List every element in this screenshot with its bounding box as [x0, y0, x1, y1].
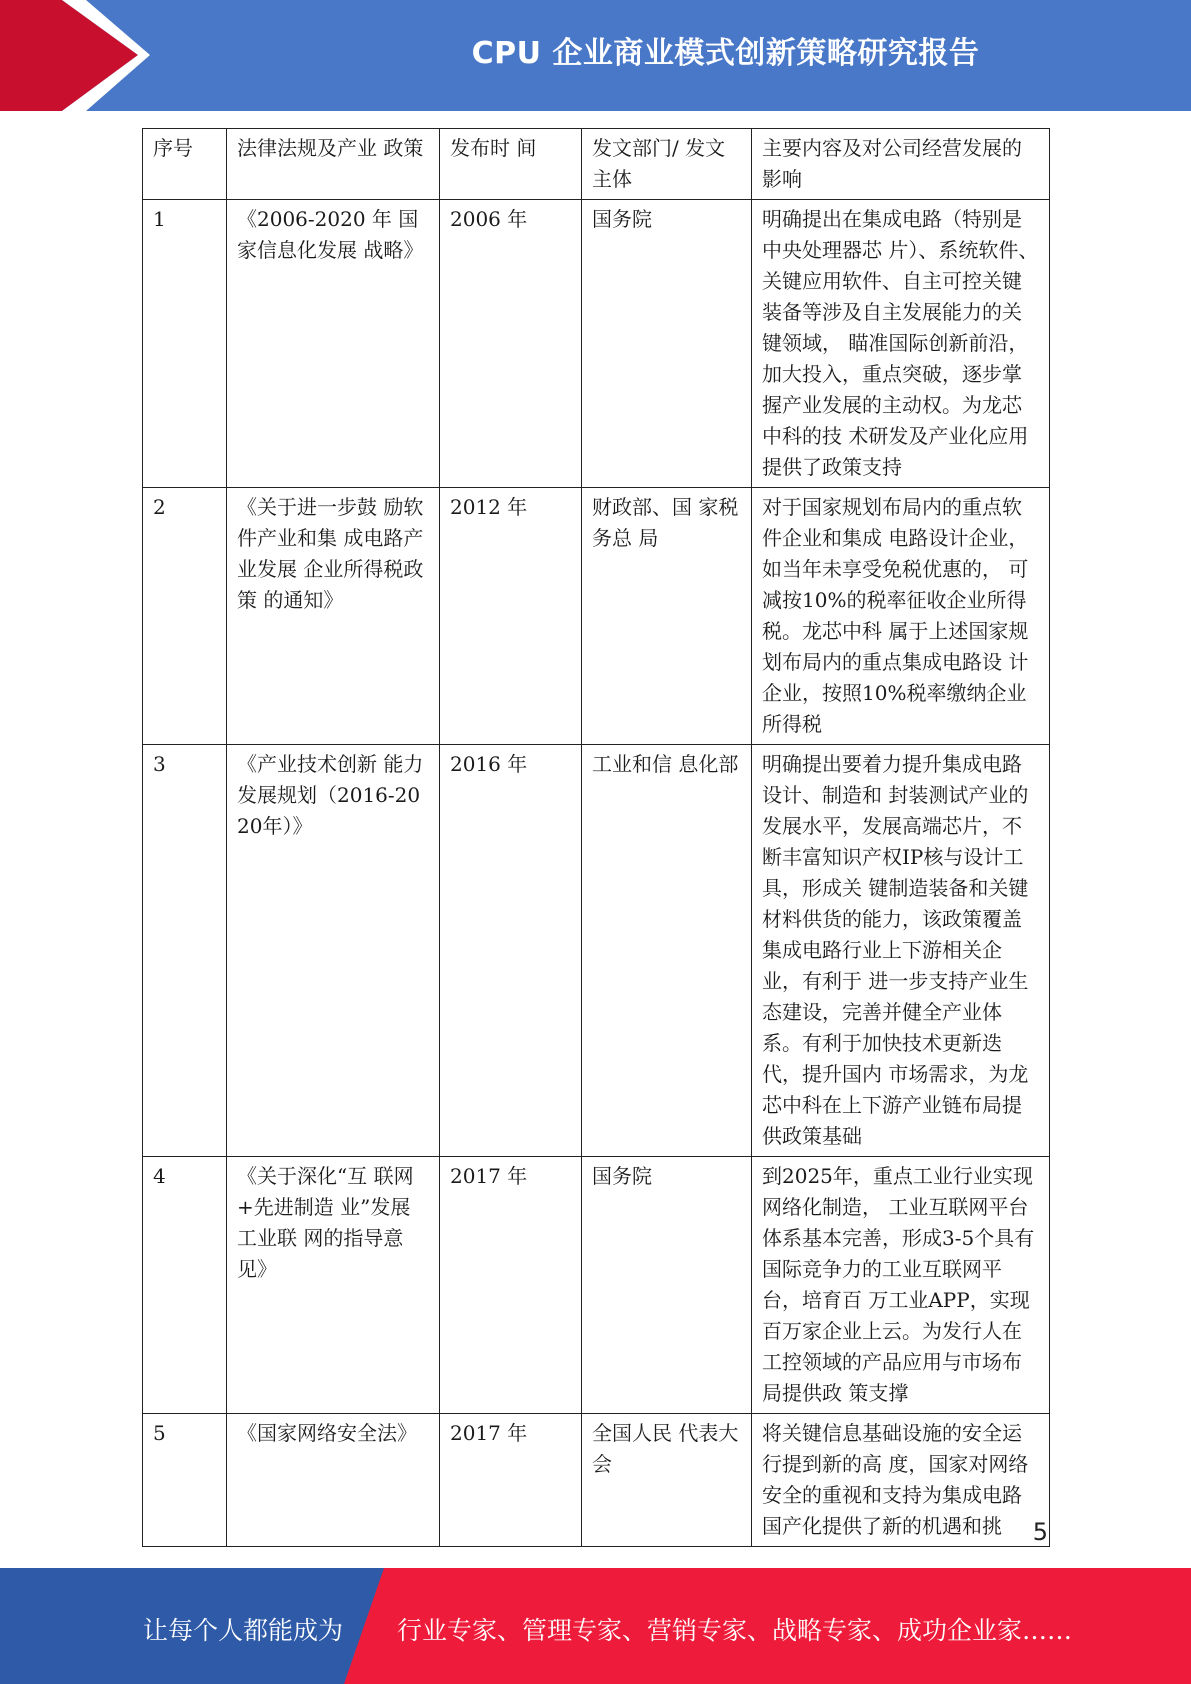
row-policy: 《关于进一步鼓 励软件产业和集 成电路产业发展 企业所得税政策 的通知》 [227, 488, 440, 745]
row-policy: 《产业技术创新 能力发展规划（2016-2020年）》 [227, 745, 440, 1157]
row-date: 2006 年 [440, 200, 582, 488]
row-policy: 《国家网络安全法》 [227, 1414, 440, 1547]
row-issuer: 工业和信 息化部 [582, 745, 752, 1157]
table-row [143, 200, 1050, 488]
row-content: 到2025年，重点工业行业实现网络化制造， 工业互联网平台体系基本完善，形成3-5个具有国际竞争力的工业互联网平台，培育百 万工业APP，实现百万家企业上云。为发行人在工控领域的产品应用与市场布局提供政 策支撑 [752, 1157, 1050, 1414]
row-no: 3 [143, 745, 227, 1157]
row-issuer: 国务院 [582, 200, 752, 488]
table-row [143, 488, 1050, 745]
row-date: 2017 年 [440, 1414, 582, 1547]
table-header-row [143, 129, 1050, 200]
row-no: 1 [143, 200, 227, 488]
policy-table-container [142, 128, 1049, 1547]
column-header-no: 序号 [143, 129, 227, 200]
footer-slogan-right: 行业专家、管理专家、营销专家、战略专家、成功企业家…… [397, 1616, 1073, 1645]
row-no: 2 [143, 488, 227, 745]
column-header-policy: 法律法规及产业 政策 [227, 129, 440, 200]
page-number: 5 [1032, 1518, 1048, 1546]
row-date: 2016 年 [440, 745, 582, 1157]
row-no: 4 [143, 1157, 227, 1414]
row-content: 将关键信息基础设施的安全运行提到新的高 度，国家对网络安全的重视和支持为集成电路国产化提供了新的机遇和挑 [752, 1414, 1050, 1547]
table-row [143, 745, 1050, 1157]
report-title: CPU 企业商业模式创新策略研究报告 [471, 36, 980, 71]
column-header-date: 发布时 间 [440, 129, 582, 200]
table-row [143, 1414, 1050, 1547]
row-policy: 《2006-2020 年 国家信息化发展 战略》 [227, 200, 440, 488]
row-issuer: 全国人民 代表大会 [582, 1414, 752, 1547]
policy-table [142, 128, 1050, 1547]
page-footer [0, 1568, 1191, 1684]
row-content: 对于国家规划布局内的重点软件企业和集成 电路设计企业，如当年未享受免税优惠的， 可减按10%的税率征收企业所得税。龙芯中科 属于上述国家规划布局内的重点集成电路设 计企业，按照10%税率缴纳企业所得税 [752, 488, 1050, 745]
row-issuer: 国务院 [582, 1157, 752, 1414]
footer-slogan-left: 让每个人都能成为 [143, 1616, 344, 1645]
row-content: 明确提出要着力提升集成电路设计、制造和 封装测试产业的发展水平，发展高端芯片，不断丰富知识产权IP核与设计工具，形成关 键制造装备和关键材料供货的能力，该政策覆盖集成电路行业上下游相关企业，有利于 进一步支持产业生态建设，完善并健全产业体系。有利于加快技术更新迭代，提升国内 市场需求，为龙芯中科在上下游产业链布局提 供政策基础 [752, 745, 1050, 1157]
row-policy: 《关于深化“互 联网+先进制造 业”发展工业联 网的指导意见》 [227, 1157, 440, 1414]
row-date: 2012 年 [440, 488, 582, 745]
row-content: 明确提出在集成电路（特别是中央处理器芯 片）、系统软件、关键应用软件、自主可控关键装备等涉及自主发展能力的关键领域， 瞄准国际创新前沿，加大投入，重点突破，逐步掌握产业发展的主动权。为龙芯中科的技 术研发及产业化应用提供了政策支持 [752, 200, 1050, 488]
table-row [143, 1157, 1050, 1414]
row-no: 5 [143, 1414, 227, 1547]
column-header-content: 主要内容及对公司经营发展的影响 [752, 129, 1050, 200]
row-date: 2017 年 [440, 1157, 582, 1414]
row-issuer: 财政部、国 家税务总 局 [582, 488, 752, 745]
page-header [0, 0, 1191, 111]
column-header-issuer: 发文部门/ 发文主体 [582, 129, 752, 200]
